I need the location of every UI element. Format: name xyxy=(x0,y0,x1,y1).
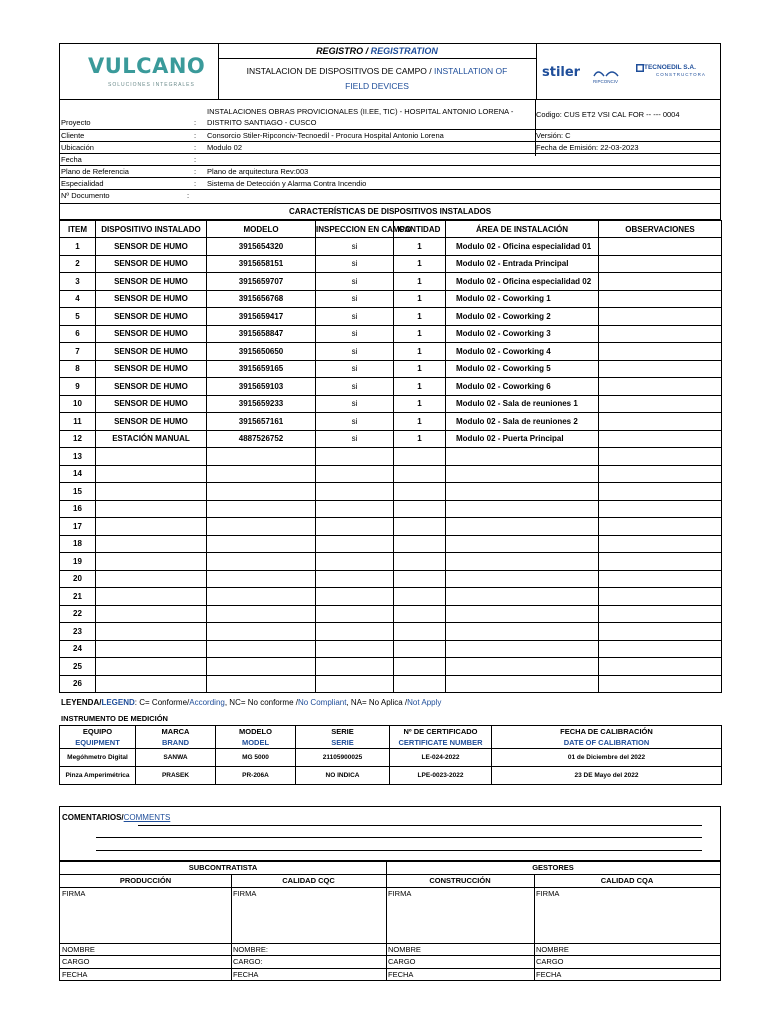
gestores-label: GESTORES xyxy=(532,863,574,872)
modelo-cell: 3915659233 xyxy=(207,395,316,413)
inspeccion-cell xyxy=(316,448,394,466)
produccion-label: PRODUCCIÓN xyxy=(119,876,172,885)
modelo-cell xyxy=(207,518,316,536)
cantidad-cell xyxy=(394,658,446,676)
dispositivo-cell: SENSOR DE HUMO xyxy=(96,413,207,431)
table-row xyxy=(60,570,722,588)
inspeccion-cell xyxy=(316,623,394,641)
inspeccion-cell: si xyxy=(316,255,394,273)
modelo-cell: 3915659707 xyxy=(207,273,316,291)
item-cell: 11 xyxy=(60,413,96,431)
col-inspeccion: INSPECCION EN CAMPO xyxy=(316,221,394,238)
firma-field[interactable]: FIRMA xyxy=(233,889,257,898)
modelo-cell xyxy=(207,553,316,571)
modelo-cell xyxy=(207,570,316,588)
table-row xyxy=(60,605,722,623)
dispositivo-cell xyxy=(96,640,207,658)
dispositivo-cell xyxy=(96,465,207,483)
cantidad-cell xyxy=(394,483,446,501)
item-cell: 6 xyxy=(60,325,96,343)
modelo-cell xyxy=(207,658,316,676)
dispositivo-cell: SENSOR DE HUMO xyxy=(96,325,207,343)
cantidad-cell: 1 xyxy=(394,360,446,378)
table-row xyxy=(60,623,722,641)
cantidad-cell xyxy=(394,605,446,623)
cargo-field[interactable]: CARGO xyxy=(62,957,90,966)
calidad-cqa-label: CALIDAD CQA xyxy=(600,876,654,885)
dispositivo-cell xyxy=(96,658,207,676)
construccion-label: CONSTRUCCIÓN xyxy=(429,876,491,885)
inspeccion-cell: si xyxy=(316,238,394,256)
col-modelo: MODELO xyxy=(207,221,316,238)
observaciones-cell xyxy=(599,640,722,658)
devices-header-row xyxy=(60,221,722,238)
area-cell: Modulo 02 - Sala de reuniones 2 xyxy=(446,413,599,431)
area-cell xyxy=(446,500,599,518)
cargo-field[interactable]: CARGO: xyxy=(233,957,263,966)
modelo-cell: 3915656768 xyxy=(207,290,316,308)
proyecto-value-1: INSTALACIONES OBRAS PROVICIONALES (II.EE, TIC) - HOSPITAL ANTONIO LORENA - xyxy=(207,107,514,116)
inspeccion-cell xyxy=(316,518,394,536)
table-row xyxy=(60,273,722,291)
fecha-field[interactable]: FECHA xyxy=(62,970,88,979)
inspeccion-cell: si xyxy=(316,325,394,343)
item-cell: 26 xyxy=(60,675,96,693)
inspeccion-cell: si xyxy=(316,413,394,431)
observaciones-cell xyxy=(599,588,722,606)
area-cell xyxy=(446,605,599,623)
item-cell: 2 xyxy=(60,255,96,273)
plano-label: Plano de Referencia xyxy=(61,167,129,176)
inspeccion-cell: si xyxy=(316,273,394,291)
ubicacion-label: Ubicación xyxy=(61,143,94,152)
inspeccion-cell xyxy=(316,535,394,553)
cantidad-cell xyxy=(394,535,446,553)
item-cell: 4 xyxy=(60,290,96,308)
item-cell: 18 xyxy=(60,535,96,553)
item-cell: 19 xyxy=(60,553,96,571)
area-cell xyxy=(446,483,599,501)
dispositivo-cell xyxy=(96,483,207,501)
table-row xyxy=(60,238,722,256)
title-cell xyxy=(218,44,537,99)
registro-es: REGISTRO / xyxy=(316,46,369,56)
meas-header-es: EQUIPO MARCA MODELO SERIE Nº DE CERTIFICADO FECHA DE CALIBRACIÓN xyxy=(60,726,722,738)
form-header xyxy=(59,43,721,100)
title-es: INSTALACION DE DISPOSITIVOS DE CAMPO / xyxy=(246,66,432,76)
modelo-cell: 3915654320 xyxy=(207,238,316,256)
table-row xyxy=(60,500,722,518)
dispositivo-cell: SENSOR DE HUMO xyxy=(96,360,207,378)
row-ubicacion: Ubicación : Modulo 02 Fecha de Emisión: 22-03-2023 xyxy=(59,142,721,154)
cantidad-cell: 1 xyxy=(394,430,446,448)
inspeccion-cell xyxy=(316,483,394,501)
fecha-field[interactable]: FECHA xyxy=(536,970,562,979)
dispositivo-cell: SENSOR DE HUMO xyxy=(96,395,207,413)
area-cell xyxy=(446,553,599,571)
table-row xyxy=(60,395,722,413)
ubicacion-value: Modulo 02 xyxy=(207,143,243,152)
inspeccion-cell: si xyxy=(316,378,394,396)
table-row xyxy=(60,483,722,501)
item-cell: 17 xyxy=(60,518,96,536)
observaciones-cell xyxy=(599,658,722,676)
inspeccion-cell xyxy=(316,465,394,483)
area-cell xyxy=(446,588,599,606)
area-cell xyxy=(446,535,599,553)
dispositivo-cell: SENSOR DE HUMO xyxy=(96,290,207,308)
dispositivo-cell xyxy=(96,553,207,571)
observaciones-cell xyxy=(599,518,722,536)
modelo-cell xyxy=(207,483,316,501)
comments-box[interactable] xyxy=(59,806,721,861)
fecha-field[interactable]: FECHA xyxy=(388,970,414,979)
cantidad-cell: 1 xyxy=(394,238,446,256)
inspeccion-cell xyxy=(316,588,394,606)
modelo-cell xyxy=(207,640,316,658)
cantidad-cell xyxy=(394,448,446,466)
observaciones-cell xyxy=(599,360,722,378)
fecha-field[interactable]: FECHA xyxy=(233,970,259,979)
dispositivo-cell xyxy=(96,448,207,466)
observaciones-cell xyxy=(599,308,722,326)
dispositivo-cell: SENSOR DE HUMO xyxy=(96,238,207,256)
cliente-value: Consorcio Stiler-Ripconciv-Tecnoedil - Procura Hospital Antonio Lorena xyxy=(207,131,444,140)
especialidad-label: Especialidad xyxy=(61,179,104,188)
legend: LEYENDA/LEGEND: C= Conforme/According, NC= No conforme /No Compliant, NA= No Aplica /Not Apply xyxy=(61,698,442,707)
observaciones-cell xyxy=(599,605,722,623)
observaciones-cell xyxy=(599,325,722,343)
item-cell: 3 xyxy=(60,273,96,291)
form-title xyxy=(218,64,536,94)
fecha-label: Fecha xyxy=(61,155,82,164)
modelo-cell xyxy=(207,500,316,518)
meas-header-en: EQUIPMENT BRAND MODEL SERIE CERTIFICATE NUMBER DATE OF CALIBRATION xyxy=(60,737,722,749)
modelo-cell xyxy=(207,465,316,483)
cantidad-cell: 1 xyxy=(394,395,446,413)
observaciones-cell xyxy=(599,675,722,693)
col-area: ÁREA DE INSTALACIÓN xyxy=(446,221,599,238)
especialidad-value: Sistema de Detección y Alarma Contra Incendio xyxy=(207,179,367,188)
ripconciv-logo xyxy=(592,66,628,84)
observaciones-cell xyxy=(599,623,722,641)
inspeccion-cell xyxy=(316,570,394,588)
item-cell: 22 xyxy=(60,605,96,623)
dispositivo-cell xyxy=(96,675,207,693)
inspeccion-cell: si xyxy=(316,430,394,448)
instrumento-title: INSTRUMENTO DE MEDICIÓN xyxy=(61,714,168,723)
cantidad-cell: 1 xyxy=(394,273,446,291)
area-cell xyxy=(446,570,599,588)
nombre-field[interactable]: NOMBRE xyxy=(388,945,421,954)
version: Versión: C xyxy=(536,131,571,140)
plano-value: Plano de arquitectura Rev:003 xyxy=(207,167,309,176)
area-cell: Modulo 02 - Oficina especialidad 01 xyxy=(446,238,599,256)
table-row xyxy=(60,553,722,571)
calidad-cqc-label: CALIDAD CQC xyxy=(282,876,335,885)
observaciones-cell xyxy=(599,430,722,448)
project-info xyxy=(59,100,721,203)
table-row xyxy=(60,290,722,308)
item-cell: 10 xyxy=(60,395,96,413)
cantidad-cell xyxy=(394,640,446,658)
item-cell: 8 xyxy=(60,360,96,378)
modelo-cell xyxy=(207,588,316,606)
area-cell: Modulo 02 - Oficina especialidad 02 xyxy=(446,273,599,291)
item-cell: 15 xyxy=(60,483,96,501)
observaciones-cell xyxy=(599,378,722,396)
inspeccion-cell: si xyxy=(316,343,394,361)
table-row xyxy=(60,378,722,396)
area-cell xyxy=(446,448,599,466)
row-especialidad: Especialidad : Sistema de Detección y Alarma Contra Incendio xyxy=(59,178,721,190)
inspeccion-cell xyxy=(316,658,394,676)
registro-en: REGISTRATION xyxy=(370,46,438,56)
inspeccion-cell: si xyxy=(316,308,394,326)
cliente-label: Cliente xyxy=(61,131,85,140)
cantidad-cell xyxy=(394,518,446,536)
dispositivo-cell: SENSOR DE HUMO xyxy=(96,378,207,396)
modelo-cell: 3915650650 xyxy=(207,343,316,361)
item-cell: 13 xyxy=(60,448,96,466)
observaciones-cell xyxy=(599,465,722,483)
cantidad-cell xyxy=(394,465,446,483)
dispositivo-cell xyxy=(96,588,207,606)
inspeccion-cell xyxy=(316,553,394,571)
cantidad-cell xyxy=(394,553,446,571)
firma-field[interactable]: FIRMA xyxy=(62,889,86,898)
area-cell: Modulo 02 - Coworking 3 xyxy=(446,325,599,343)
area-cell: Modulo 02 - Coworking 1 xyxy=(446,290,599,308)
modelo-cell: 3915657161 xyxy=(207,413,316,431)
observaciones-cell xyxy=(599,500,722,518)
tecnoedil-mark-icon xyxy=(636,64,644,72)
nombre-field[interactable]: NOMBRE xyxy=(536,945,569,954)
proyecto-value-2: DISTRITO SANTIAGO - CUSCO xyxy=(207,118,317,127)
fecha-emision: Fecha de Emisión: 22-03-2023 xyxy=(536,143,639,152)
modelo-cell: 3915659103 xyxy=(207,378,316,396)
stiler-logo: stiler xyxy=(542,65,581,80)
table-row xyxy=(60,658,722,676)
observaciones-cell xyxy=(599,290,722,308)
table-row xyxy=(60,675,722,693)
observaciones-cell xyxy=(599,553,722,571)
modelo-cell: 3915658847 xyxy=(207,325,316,343)
nombre-field[interactable]: NOMBRE xyxy=(62,945,95,954)
cantidad-cell xyxy=(394,570,446,588)
item-cell: 24 xyxy=(60,640,96,658)
modelo-cell: 3915659165 xyxy=(207,360,316,378)
ripconciv-text: RIPCONCIV xyxy=(593,79,619,84)
item-cell: 12 xyxy=(60,430,96,448)
section-title: CARACTERÍSTICAS DE DISPOSITIVOS INSTALADOS xyxy=(59,203,721,220)
observaciones-cell xyxy=(599,448,722,466)
cantidad-cell: 1 xyxy=(394,290,446,308)
meas-row: Pinza Amperimétrica PRASEK PR-206A NO INDICA LPE-0023-2022 23 DE Mayo del 2022 xyxy=(60,767,722,785)
area-cell: Modulo 02 - Coworking 2 xyxy=(446,308,599,326)
area-cell: Modulo 02 - Puerta Principal xyxy=(446,430,599,448)
tecnoedil-sub: CONSTRUCTORA xyxy=(656,72,706,77)
observaciones-cell xyxy=(599,570,722,588)
item-cell: 16 xyxy=(60,500,96,518)
inspeccion-cell xyxy=(316,605,394,623)
cargo-field[interactable]: CARGO xyxy=(388,957,416,966)
area-cell xyxy=(446,640,599,658)
row-cliente: Cliente : Consorcio Stiler-Ripconciv-Tecnoedil - Procura Hospital Antonio Lorena Versión: C xyxy=(59,130,721,142)
observaciones-cell xyxy=(599,343,722,361)
title-en-1: INSTALLATION OF xyxy=(434,66,508,76)
modelo-cell: 3915659417 xyxy=(207,308,316,326)
observaciones-cell xyxy=(599,395,722,413)
dispositivo-cell xyxy=(96,535,207,553)
devices-table xyxy=(59,220,722,693)
table-row xyxy=(60,308,722,326)
table-row xyxy=(60,430,722,448)
logo-subtitle: SOLUCIONES INTEGRALES xyxy=(108,82,195,88)
firma-field[interactable]: FIRMA xyxy=(536,889,560,898)
modelo-cell xyxy=(207,448,316,466)
modelo-cell xyxy=(207,675,316,693)
row-documento: Nº Documento : xyxy=(61,191,190,200)
meas-row: Megóhmetro Digital SANWA MG 5000 21105900025 LE-024-2022 01 de Diciembre del 2022 xyxy=(60,749,722,767)
table-row xyxy=(60,413,722,431)
col-item: ITEM xyxy=(60,221,96,238)
area-cell: Modulo 02 - Coworking 6 xyxy=(446,378,599,396)
area-cell: Modulo 02 - Entrada Principal xyxy=(446,255,599,273)
cantidad-cell: 1 xyxy=(394,308,446,326)
firma-field[interactable]: FIRMA xyxy=(388,889,412,898)
area-cell xyxy=(446,675,599,693)
dispositivo-cell xyxy=(96,570,207,588)
modelo-cell: 3915658151 xyxy=(207,255,316,273)
item-cell: 7 xyxy=(60,343,96,361)
dispositivo-cell xyxy=(96,518,207,536)
area-cell: Modulo 02 - Coworking 5 xyxy=(446,360,599,378)
col-cantidad: CANTIDAD xyxy=(394,221,446,238)
table-row xyxy=(60,343,722,361)
partner-logos xyxy=(536,44,722,99)
observaciones-cell xyxy=(599,238,722,256)
dispositivo-cell xyxy=(96,500,207,518)
inspeccion-cell xyxy=(316,640,394,658)
inspeccion-cell: si xyxy=(316,290,394,308)
table-row xyxy=(60,448,722,466)
dispositivo-cell: ESTACIÓN MANUAL xyxy=(96,430,207,448)
proyecto-label: Proyecto xyxy=(61,118,91,127)
cargo-field[interactable]: CARGO xyxy=(536,957,564,966)
inspeccion-cell xyxy=(316,675,394,693)
cantidad-cell: 1 xyxy=(394,343,446,361)
observaciones-cell xyxy=(599,413,722,431)
cantidad-cell: 1 xyxy=(394,378,446,396)
logo-text: VULCANO xyxy=(88,54,206,78)
comments-label: COMENTARIOS/COMMENTS xyxy=(62,813,171,822)
item-cell: 1 xyxy=(60,238,96,256)
tecnoedil-logo: TECNOEDIL S.A. xyxy=(644,64,696,71)
cantidad-cell xyxy=(394,500,446,518)
item-cell: 21 xyxy=(60,588,96,606)
signatures-block xyxy=(59,861,721,981)
dispositivo-cell: SENSOR DE HUMO xyxy=(96,255,207,273)
dispositivo-cell xyxy=(96,605,207,623)
observaciones-cell xyxy=(599,273,722,291)
observaciones-cell xyxy=(599,535,722,553)
table-row xyxy=(60,640,722,658)
col-dispositivo: DISPOSITIVO INSTALADO xyxy=(96,221,207,238)
modelo-cell: 4887526752 xyxy=(207,430,316,448)
registro-label xyxy=(218,44,536,59)
area-cell: Modulo 02 - Coworking 4 xyxy=(446,343,599,361)
modelo-cell xyxy=(207,623,316,641)
inspeccion-cell xyxy=(316,500,394,518)
area-cell xyxy=(446,623,599,641)
area-cell xyxy=(446,465,599,483)
dispositivo-cell: SENSOR DE HUMO xyxy=(96,343,207,361)
item-cell: 25 xyxy=(60,658,96,676)
item-cell: 23 xyxy=(60,623,96,641)
item-cell: 5 xyxy=(60,308,96,326)
item-cell: 14 xyxy=(60,465,96,483)
table-row xyxy=(60,255,722,273)
col-observaciones: OBSERVACIONES xyxy=(599,221,722,238)
dispositivo-cell: SENSOR DE HUMO xyxy=(96,273,207,291)
table-row xyxy=(60,325,722,343)
item-cell: 9 xyxy=(60,378,96,396)
area-cell xyxy=(446,658,599,676)
area-cell: Modulo 02 - Sala de reuniones 1 xyxy=(446,395,599,413)
inspeccion-cell: si xyxy=(316,360,394,378)
logo-cell xyxy=(60,44,219,99)
table-row xyxy=(60,588,722,606)
table-row xyxy=(60,465,722,483)
documento-label: Nº Documento xyxy=(61,191,110,200)
nombre-field[interactable]: NOMBRE: xyxy=(233,945,269,954)
inspeccion-cell: si xyxy=(316,395,394,413)
table-row xyxy=(60,535,722,553)
table-row xyxy=(60,360,722,378)
cantidad-cell: 1 xyxy=(394,413,446,431)
cantidad-cell xyxy=(394,588,446,606)
item-cell: 20 xyxy=(60,570,96,588)
modelo-cell xyxy=(207,605,316,623)
dispositivo-cell xyxy=(96,623,207,641)
cantidad-cell xyxy=(394,623,446,641)
observaciones-cell xyxy=(599,255,722,273)
modelo-cell xyxy=(207,535,316,553)
row-fecha: Fecha : xyxy=(59,154,721,166)
observaciones-cell xyxy=(599,483,722,501)
form-page xyxy=(59,43,721,981)
title-en-2: FIELD DEVICES xyxy=(345,81,409,91)
table-row xyxy=(60,518,722,536)
subcontratista-label: SUBCONTRATISTA xyxy=(188,863,258,872)
codigo: Codigo: CUS ET2 VSI CAL FOR -- --- 0004 xyxy=(536,110,680,119)
vulcano-logo xyxy=(88,54,206,94)
dispositivo-cell: SENSOR DE HUMO xyxy=(96,308,207,326)
cantidad-cell: 1 xyxy=(394,255,446,273)
area-cell xyxy=(446,518,599,536)
measurement-table xyxy=(59,725,722,785)
cantidad-cell: 1 xyxy=(394,325,446,343)
cantidad-cell xyxy=(394,675,446,693)
row-plano: Plano de Referencia : Plano de arquitectura Rev:003 xyxy=(59,166,721,178)
row-proyecto: Proyecto : INSTALACIONES OBRAS PROVICIONALES (II.EE, TIC) - HOSPITAL ANTONIO LORENA - DISTRITO SANTIAGO - CUSCO Codigo: CUS ET2 VSI CAL FOR -- --- 0004 xyxy=(59,100,721,130)
